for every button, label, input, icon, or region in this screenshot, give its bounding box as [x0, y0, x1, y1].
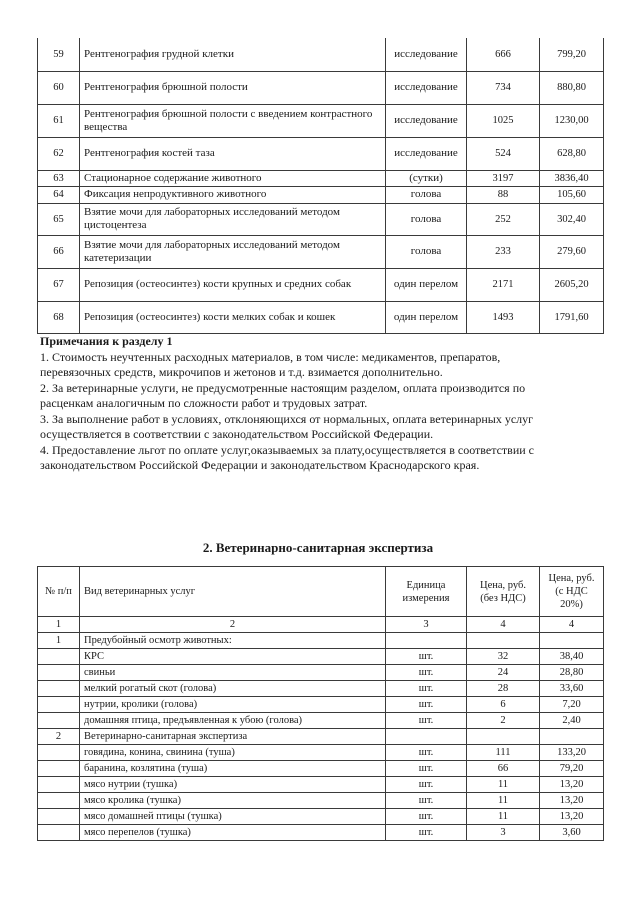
- price: [467, 633, 540, 649]
- table-row: [38, 170, 604, 186]
- row-number: 60: [38, 71, 80, 104]
- section-2-title: 2. Ветеринарно-санитарная экспертиза: [202, 540, 434, 555]
- price-vat: 38,40: [540, 649, 604, 665]
- price-vat: 3,60: [540, 825, 604, 841]
- table-row: [38, 137, 604, 170]
- price: 28: [467, 681, 540, 697]
- price: 24: [467, 665, 540, 681]
- service-name: КРС: [80, 649, 386, 665]
- unit: голова: [386, 203, 467, 235]
- service-name: Рентгенография костей таза: [80, 137, 386, 170]
- price: 88: [467, 186, 540, 203]
- price-vat: 2,40: [540, 713, 604, 729]
- price-vat: 1230,00: [540, 104, 604, 137]
- price-vat: [540, 633, 604, 649]
- price-vat: 13,20: [540, 777, 604, 793]
- column-number: 2: [80, 617, 386, 633]
- price-vat: 628,80: [540, 137, 604, 170]
- unit: исследование: [386, 104, 467, 137]
- service-name: мясо перепелов (тушка): [80, 825, 386, 841]
- table-row: [38, 825, 604, 841]
- header-unit: Единица измерения: [386, 567, 467, 617]
- price: 1493: [467, 301, 540, 333]
- price-vat: 3836,40: [540, 170, 604, 186]
- price-vat: [540, 729, 604, 745]
- table-row: [38, 633, 604, 649]
- row-number: 59: [38, 38, 80, 71]
- service-name: Взятие мочи для лабораторных исследований методом катетеризации: [80, 235, 386, 268]
- price-vat: 105,60: [540, 186, 604, 203]
- price: 11: [467, 809, 540, 825]
- price: 11: [467, 793, 540, 809]
- price-vat: 28,80: [540, 665, 604, 681]
- service-name: Рентгенография грудной клетки: [80, 38, 386, 71]
- service-name: мясо кролика (тушка): [80, 793, 386, 809]
- service-name: Стационарное содержание животного: [80, 170, 386, 186]
- service-name: домашняя птица, предъявленная к убою (голова): [80, 713, 386, 729]
- price: 111: [467, 745, 540, 761]
- unit: шт.: [386, 649, 467, 665]
- header-no: № п/п: [38, 567, 80, 617]
- header-row: [38, 567, 604, 617]
- unit: шт.: [386, 745, 467, 761]
- column-numbers-row: [38, 617, 604, 633]
- table-row: [38, 761, 604, 777]
- price: 3197: [467, 170, 540, 186]
- row-number: [38, 681, 80, 697]
- unit: шт.: [386, 777, 467, 793]
- unit: шт.: [386, 681, 467, 697]
- unit: [386, 633, 467, 649]
- service-name: Фиксация непродуктивного животного: [80, 186, 386, 203]
- unit: шт.: [386, 713, 467, 729]
- price: 666: [467, 38, 540, 71]
- table-row: [38, 793, 604, 809]
- table-row: [38, 777, 604, 793]
- table-row: [38, 71, 604, 104]
- row-number: 66: [38, 235, 80, 268]
- table-row: [38, 809, 604, 825]
- row-number: 1: [38, 633, 80, 649]
- unit: исследование: [386, 137, 467, 170]
- service-name: Рентгенография брюшной полости: [80, 71, 386, 104]
- unit: шт.: [386, 665, 467, 681]
- row-number: 63: [38, 170, 80, 186]
- unit: [386, 729, 467, 745]
- row-number: [38, 777, 80, 793]
- table-row: [38, 235, 604, 268]
- column-number: 4: [540, 617, 604, 633]
- unit: один перелом: [386, 268, 467, 301]
- service-name: мясо домашней птицы (тушка): [80, 809, 386, 825]
- table-row: [38, 649, 604, 665]
- column-number: 1: [38, 617, 80, 633]
- price: 32: [467, 649, 540, 665]
- row-number: [38, 761, 80, 777]
- price-vat: 79,20: [540, 761, 604, 777]
- table-row: [38, 713, 604, 729]
- price-vat: 133,20: [540, 745, 604, 761]
- price: 3: [467, 825, 540, 841]
- column-number: 4: [467, 617, 540, 633]
- table-row: [38, 203, 604, 235]
- row-number: [38, 825, 80, 841]
- table-row: [38, 665, 604, 681]
- price: 2171: [467, 268, 540, 301]
- unit: шт.: [386, 793, 467, 809]
- table-row: [38, 301, 604, 333]
- service-name: Взятие мочи для лабораторных исследований методом цистоцентеза: [80, 203, 386, 235]
- row-number: 68: [38, 301, 80, 333]
- unit: шт.: [386, 825, 467, 841]
- service-name: мелкий рогатый скот (голова): [80, 681, 386, 697]
- row-number: [38, 745, 80, 761]
- price-vat: 279,60: [540, 235, 604, 268]
- column-number: 3: [386, 617, 467, 633]
- price: 6: [467, 697, 540, 713]
- table-row: [38, 38, 604, 71]
- header-name: Вид ветеринарных услуг: [80, 567, 386, 617]
- price-vat: 880,80: [540, 71, 604, 104]
- note-item: 2. За ветеринарные услуги, не предусмотренные настоящим разделом, оплата производится по расценкам аналогичным по сложности работ и трудовых затрат.: [40, 380, 526, 410]
- row-number: [38, 649, 80, 665]
- table-row: [38, 697, 604, 713]
- row-number: [38, 665, 80, 681]
- price: 734: [467, 71, 540, 104]
- table-row: [38, 104, 604, 137]
- price-vat: 302,40: [540, 203, 604, 235]
- note-item: 1. Стоимость неучтенных расходных материалов, в том числе: медикаментов, препаратов, перевязочных средств, микрочипов и жетонов и т.д. взимается дополнительно.: [40, 349, 501, 379]
- service-name: Рентгенография брюшной полости с введением контрастного вещества: [80, 104, 386, 137]
- note-item: 3. За выполнение работ в условиях, отклоняющихся от нормальных, оплата ветеринарных услуг осуществляется в соответствии с законодательством Российской Федерации.: [40, 411, 534, 441]
- row-number: 65: [38, 203, 80, 235]
- table-row: [38, 745, 604, 761]
- price-vat: 13,20: [540, 793, 604, 809]
- header-price-vat: Цена, руб. (с НДС 20%): [540, 567, 604, 617]
- table-row: [38, 186, 604, 203]
- service-name: нутрии, кролики (голова): [80, 697, 386, 713]
- header-price: Цена, руб. (без НДС): [467, 567, 540, 617]
- service-name: Репозиция (остеосинтез) кости крупных и средних собак: [80, 268, 386, 301]
- price-vat: 13,20: [540, 809, 604, 825]
- price: 252: [467, 203, 540, 235]
- unit: голова: [386, 186, 467, 203]
- service-name: говядина, конина, свинина (туша): [80, 745, 386, 761]
- unit: голова: [386, 235, 467, 268]
- row-number: 67: [38, 268, 80, 301]
- price: 11: [467, 777, 540, 793]
- table-row: [38, 681, 604, 697]
- unit: один перелом: [386, 301, 467, 333]
- notes-title: Примечания к разделу 1: [40, 334, 173, 348]
- note-item: 4. Предоставление льгот по оплате услуг,оказываемых за плату,осуществляется в соответствии с законодательством Российской Федерации и законодательством Краснодарского края.: [40, 442, 534, 472]
- service-name: баранина, козлятина (туша): [80, 761, 386, 777]
- unit: исследование: [386, 38, 467, 71]
- unit: шт.: [386, 809, 467, 825]
- service-name: свиньи: [80, 665, 386, 681]
- price: 66: [467, 761, 540, 777]
- price-vat: 33,60: [540, 681, 604, 697]
- price: 524: [467, 137, 540, 170]
- price: 2: [467, 713, 540, 729]
- row-number: [38, 793, 80, 809]
- service-name: Репозиция (остеосинтез) кости мелких собак и кошек: [80, 301, 386, 333]
- row-number: [38, 697, 80, 713]
- row-number: 64: [38, 186, 80, 203]
- price: 233: [467, 235, 540, 268]
- row-number: [38, 713, 80, 729]
- unit: шт.: [386, 761, 467, 777]
- price-vat: 2605,20: [540, 268, 604, 301]
- unit: шт.: [386, 697, 467, 713]
- price: 1025: [467, 104, 540, 137]
- unit: исследование: [386, 71, 467, 104]
- price-vat: 7,20: [540, 697, 604, 713]
- table-row: [38, 729, 604, 745]
- price: [467, 729, 540, 745]
- price-vat: 1791,60: [540, 301, 604, 333]
- table-row: [38, 268, 604, 301]
- section-1-notes: [40, 334, 560, 474]
- service-name: Ветеринарно-санитарная экспертиза: [80, 729, 386, 745]
- service-name: Предубойный осмотр животных:: [80, 633, 386, 649]
- unit: (сутки): [386, 170, 467, 186]
- row-number: 62: [38, 137, 80, 170]
- service-name: мясо нутрии (тушка): [80, 777, 386, 793]
- price-vat: 799,20: [540, 38, 604, 71]
- services-table-section-1: [37, 38, 604, 334]
- services-table-section-2: [37, 566, 604, 841]
- row-number: 61: [38, 104, 80, 137]
- row-number: [38, 809, 80, 825]
- row-number: 2: [38, 729, 80, 745]
